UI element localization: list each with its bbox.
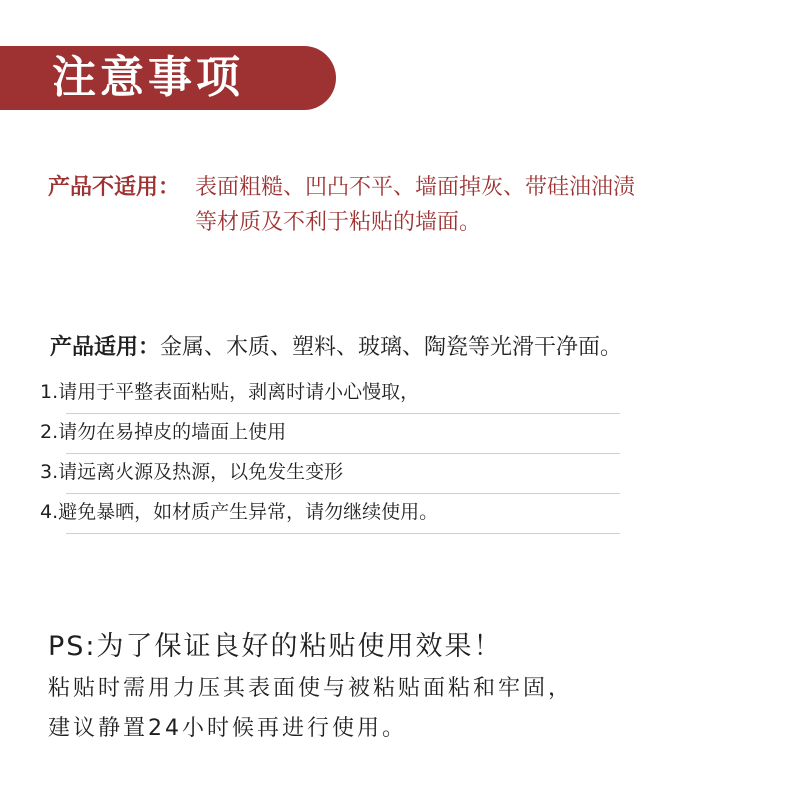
applicable-text: 金属、木质、塑料、玻璃、陶瓷等光滑干净面。 (160, 335, 623, 360)
ps-title: PS:为了保证良好的粘贴使用效果！ (48, 631, 503, 662)
list-item (40, 494, 620, 534)
usage-notes-list (40, 374, 620, 534)
list-item (40, 454, 620, 494)
ps-text-line-2: 建议静置24小时候再进行使用。 (48, 716, 407, 741)
list-item-text: 1.请用于平整表面粘贴，剥离时请小心慢取， (40, 381, 420, 403)
list-item (40, 374, 620, 414)
list-item-text: 4.避免暴晒，如材质产生异常，请勿继续使用。 (40, 501, 439, 523)
list-item-text: 3.请远离火源及热源，以免发生变形 (40, 461, 344, 483)
divider (66, 533, 620, 534)
not-applicable-label: 产品不适用： (48, 175, 181, 200)
not-applicable-text-line-1: 表面粗糙、凹凸不平、墙面掉灰、带硅油油渍 (195, 175, 636, 200)
page-title: 注意事项 (52, 52, 244, 103)
list-item (40, 414, 620, 454)
applicable-section (50, 332, 622, 364)
header-banner (0, 46, 336, 110)
not-applicable-text-line-2: 等材质及不利于粘贴的墙面。 (195, 210, 482, 235)
applicable-label: 产品适用： (50, 335, 161, 360)
ps-text-line-1: 粘贴时需用力压其表面使与被粘贴面粘和牢固， (48, 676, 574, 701)
list-item-text: 2.请勿在易掉皮的墙面上使用 (40, 421, 287, 443)
